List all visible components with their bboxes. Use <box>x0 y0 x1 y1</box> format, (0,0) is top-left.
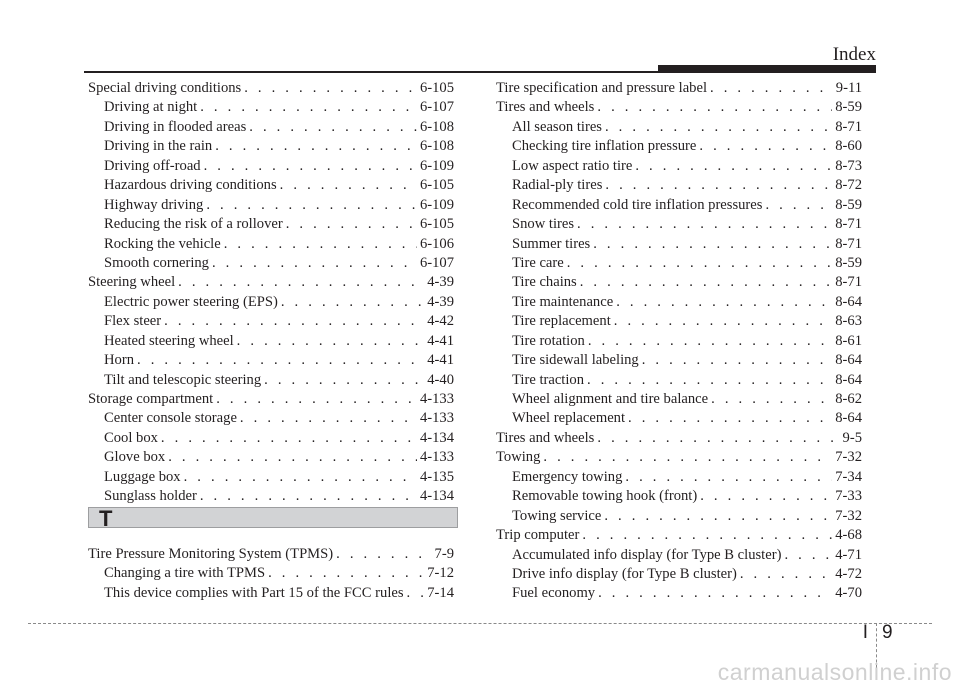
dot-leader <box>580 273 833 292</box>
index-subentry <box>496 468 862 487</box>
index-subentry <box>496 565 862 584</box>
index-column-left-t <box>88 545 454 603</box>
index-subentry <box>88 564 454 583</box>
entry-label: Tires and wheels <box>496 429 595 446</box>
dot-leader <box>164 312 424 331</box>
entry-label: Trip computer <box>496 527 580 544</box>
entry-label: Tire replacement <box>512 313 611 330</box>
index-subentry <box>496 409 862 428</box>
index-subentry <box>88 157 454 176</box>
index-subentry <box>496 507 862 526</box>
entry-page: 8-72 <box>835 177 862 194</box>
entry-page: 4-135 <box>419 468 454 485</box>
entry-page: 4-133 <box>419 410 454 427</box>
dot-leader <box>616 293 832 312</box>
section-letter: T <box>99 506 113 531</box>
dot-leader <box>249 118 417 137</box>
index-entry <box>88 79 454 98</box>
index-subentry <box>496 235 862 254</box>
index-entry <box>88 390 454 409</box>
entry-label: All season tires <box>512 118 602 135</box>
entry-page: 8-71 <box>835 235 862 252</box>
dot-leader <box>587 371 832 390</box>
dot-leader <box>711 390 832 409</box>
dot-leader <box>593 235 832 254</box>
dot-leader <box>264 371 424 390</box>
dot-leader <box>635 157 832 176</box>
entry-label: Special driving conditions <box>88 80 242 96</box>
entry-label: Rocking the vehicle <box>104 235 221 252</box>
watermark: carmanualsonline.info <box>717 659 952 685</box>
entry-label: Emergency towing <box>512 468 623 485</box>
entry-label: Cool box <box>104 429 158 446</box>
index-subentry <box>88 371 454 390</box>
index-subentry <box>496 118 862 137</box>
entry-label: Reducing the risk of a rollover <box>104 216 283 233</box>
index-entry <box>496 526 862 545</box>
entry-page: 6-108 <box>419 138 454 155</box>
dot-leader <box>244 79 417 98</box>
dot-leader <box>605 118 832 137</box>
dot-leader <box>200 98 417 117</box>
index-entry <box>496 448 862 467</box>
dot-leader <box>184 468 417 487</box>
dot-leader <box>588 332 832 351</box>
index-subentry <box>88 176 454 195</box>
index-subentry <box>88 429 454 448</box>
entry-page: 8-64 <box>835 352 862 369</box>
entry-page: 4-39 <box>427 293 454 310</box>
entry-page: 6-109 <box>419 157 454 174</box>
entry-label: Tire sidewall labeling <box>512 352 639 369</box>
dot-leader <box>598 584 832 603</box>
dot-leader <box>597 429 839 448</box>
entry-label: Sunglass holder <box>104 488 197 505</box>
entry-label: Wheel alignment and tire balance <box>512 391 709 407</box>
dot-leader <box>628 409 832 428</box>
footer-section: I <box>862 622 868 643</box>
index-column-right <box>496 79 862 604</box>
entry-label: Tire traction <box>512 371 585 388</box>
entry-page: 4-40 <box>427 371 454 388</box>
dot-leader <box>543 448 832 467</box>
dot-leader <box>216 390 417 409</box>
entry-label: Smooth cornering <box>104 254 209 271</box>
dot-leader <box>700 487 832 506</box>
entry-page: 4-134 <box>419 488 454 505</box>
entry-page: 6-106 <box>419 235 454 252</box>
dot-leader <box>212 254 417 273</box>
index-subentry <box>88 215 454 234</box>
index-subentry <box>88 409 454 428</box>
footer-page-number: 9 <box>882 622 893 643</box>
entry-label: Tire care <box>512 254 564 271</box>
entry-page: 4-41 <box>427 332 454 349</box>
entry-label: Horn <box>104 352 134 369</box>
entry-label: Center console storage <box>104 410 237 427</box>
dot-leader <box>614 312 832 331</box>
entry-label: Snow tires <box>512 216 575 233</box>
entry-page: 4-39 <box>427 274 454 291</box>
entry-label: Summer tires <box>512 235 591 252</box>
entry-label: Tire chains <box>512 274 577 291</box>
index-subentry <box>496 215 862 234</box>
dot-leader <box>281 293 424 312</box>
entry-label: Fuel economy <box>512 585 596 602</box>
entry-page: 4-71 <box>835 546 862 563</box>
entry-page: 7-34 <box>835 468 862 485</box>
index-entry <box>496 429 862 448</box>
dot-leader <box>567 254 833 273</box>
entry-page: 4-133 <box>419 391 454 407</box>
index-subentry <box>496 137 862 156</box>
dot-leader <box>740 565 832 584</box>
index-subentry <box>496 584 862 603</box>
dot-leader <box>765 196 832 215</box>
entry-page: 9-5 <box>842 429 862 446</box>
index-subentry <box>496 351 862 370</box>
index-subentry <box>496 254 862 273</box>
header-rule <box>84 71 876 73</box>
section-letter-box <box>88 506 458 531</box>
entry-label: Tire maintenance <box>512 293 614 310</box>
entry-label: Glove box <box>104 449 166 466</box>
dot-leader <box>224 235 417 254</box>
dot-leader <box>161 429 417 448</box>
entry-page: 8-59 <box>835 254 862 271</box>
entry-label: Flex steer <box>104 313 162 330</box>
entry-page: 8-61 <box>835 332 862 349</box>
entry-label: Drive info display (for Type B cluster) <box>512 565 737 582</box>
entry-label: Recommended cold tire inflation pressures <box>512 196 763 213</box>
entry-label: Removable towing hook (front) <box>512 488 698 505</box>
entry-page: 6-108 <box>419 118 454 135</box>
entry-page: 6-105 <box>419 177 454 194</box>
index-subentry <box>496 312 862 331</box>
footer-rule <box>28 623 932 624</box>
dot-leader <box>784 546 832 565</box>
entry-page: 8-59 <box>835 99 862 116</box>
dot-leader <box>407 584 425 603</box>
entry-label: Driving in the rain <box>104 138 213 155</box>
entry-page: 6-107 <box>419 99 454 116</box>
dot-leader <box>582 526 832 545</box>
entry-page: 4-70 <box>835 585 862 602</box>
entry-label: Luggage box <box>104 468 181 485</box>
entry-page: 8-64 <box>835 371 862 388</box>
entry-page: 4-133 <box>419 449 454 466</box>
entry-page: 6-109 <box>419 196 454 213</box>
index-subentry <box>88 254 454 273</box>
entry-label: Towing <box>496 449 541 466</box>
dot-leader <box>286 215 417 234</box>
entry-label: Hazardous driving conditions <box>104 177 277 194</box>
entry-label: Radial-ply tires <box>512 177 603 194</box>
entry-page: 8-63 <box>835 313 862 330</box>
entry-page: 6-105 <box>419 80 454 96</box>
entry-page: 8-71 <box>835 274 862 291</box>
index-subentry <box>496 546 862 565</box>
entry-page: 7-32 <box>835 507 862 524</box>
entry-page: 4-134 <box>419 429 454 446</box>
entry-label: Towing service <box>512 507 602 524</box>
dot-leader <box>642 351 833 370</box>
entry-page: 4-41 <box>427 352 454 369</box>
entry-label: This device complies with Part 15 of the FCC rules <box>104 584 404 601</box>
dot-leader <box>280 176 417 195</box>
index-entry <box>496 98 862 117</box>
index-subentry <box>88 448 454 467</box>
entry-label: Tire Pressure Monitoring System (TPMS) <box>88 546 334 562</box>
entry-page: 4-72 <box>835 565 862 582</box>
index-entry <box>88 545 454 564</box>
entry-page: 8-59 <box>835 196 862 213</box>
index-subentry <box>88 293 454 312</box>
index-subentry <box>496 487 862 506</box>
entry-page: 7-33 <box>835 488 862 505</box>
dot-leader <box>206 196 417 215</box>
dot-leader <box>240 409 417 428</box>
index-subentry <box>496 371 862 390</box>
entry-label: Low aspect ratio tire <box>512 157 633 174</box>
entry-label: Electric power steering (EPS) <box>104 293 278 310</box>
entry-page: 8-71 <box>835 216 862 233</box>
entry-label: Checking tire inflation pressure <box>512 138 697 155</box>
index-subentry <box>496 273 862 292</box>
entry-label: Heated steering wheel <box>104 332 234 349</box>
dot-leader <box>604 507 832 526</box>
dot-leader <box>137 351 424 370</box>
dot-leader <box>577 215 832 234</box>
dot-leader <box>200 487 417 506</box>
index-subentry <box>88 584 454 603</box>
dot-leader <box>605 176 832 195</box>
index-subentry <box>88 468 454 487</box>
dot-leader <box>168 448 417 467</box>
entry-page: 8-62 <box>835 391 862 407</box>
entry-page: 9-11 <box>835 80 862 96</box>
index-subentry <box>496 157 862 176</box>
index-subentry <box>88 235 454 254</box>
index-entry <box>496 79 862 98</box>
index-subentry <box>496 293 862 312</box>
entry-label: Tire specification and pressure label <box>496 80 708 96</box>
entry-page: 8-71 <box>835 118 862 135</box>
entry-page: 4-68 <box>835 527 862 544</box>
entry-page: 8-60 <box>835 138 862 155</box>
index-subentry <box>88 118 454 137</box>
dot-leader <box>178 273 424 292</box>
entry-page: 8-73 <box>835 157 862 174</box>
entry-label: Changing a tire with TPMS <box>104 565 266 582</box>
dot-leader <box>215 137 417 156</box>
index-subentry <box>496 196 862 215</box>
entry-page: 8-64 <box>835 293 862 310</box>
index-subentry <box>88 487 454 506</box>
dot-leader <box>204 157 417 176</box>
entry-page: 7-14 <box>427 584 454 601</box>
entry-page: 6-105 <box>419 216 454 233</box>
index-subentry <box>88 196 454 215</box>
index-subentry <box>88 351 454 370</box>
entry-page: 4-42 <box>427 313 454 330</box>
entry-page: 8-64 <box>835 410 862 427</box>
dot-leader <box>237 332 425 351</box>
entry-label: Driving in flooded areas <box>104 118 247 135</box>
index-subentry <box>88 98 454 117</box>
entry-label: Accumulated info display (for Type B cluster) <box>512 546 782 563</box>
index-entry <box>88 273 454 292</box>
index-subentry <box>496 176 862 195</box>
index-subentry <box>496 332 862 351</box>
entry-page: 6-107 <box>419 254 454 271</box>
dot-leader <box>268 564 424 583</box>
index-subentry <box>496 390 862 409</box>
entry-label: Tire rotation <box>512 332 585 349</box>
entry-label: Storage compartment <box>88 391 214 407</box>
entry-label: Highway driving <box>104 196 204 213</box>
index-subentry <box>88 137 454 156</box>
dot-leader <box>710 79 833 98</box>
entry-label: Driving off-road <box>104 157 201 174</box>
index-subentry <box>88 312 454 331</box>
index-subentry <box>88 332 454 351</box>
entry-label: Tires and wheels <box>496 99 595 116</box>
dot-leader <box>597 98 832 117</box>
index-column-left <box>88 79 454 507</box>
page-header-title: Index <box>832 44 876 65</box>
entry-label: Steering wheel <box>88 274 176 291</box>
entry-page: 7-32 <box>835 449 862 466</box>
entry-label: Driving at night <box>104 99 198 116</box>
entry-page: 7-9 <box>434 546 454 562</box>
dot-leader <box>336 545 431 564</box>
entry-page: 7-12 <box>427 565 454 582</box>
entry-label: Tilt and telescopic steering <box>104 371 262 388</box>
dot-leader <box>625 468 832 487</box>
entry-label: Wheel replacement <box>512 410 626 427</box>
dot-leader <box>699 137 832 156</box>
